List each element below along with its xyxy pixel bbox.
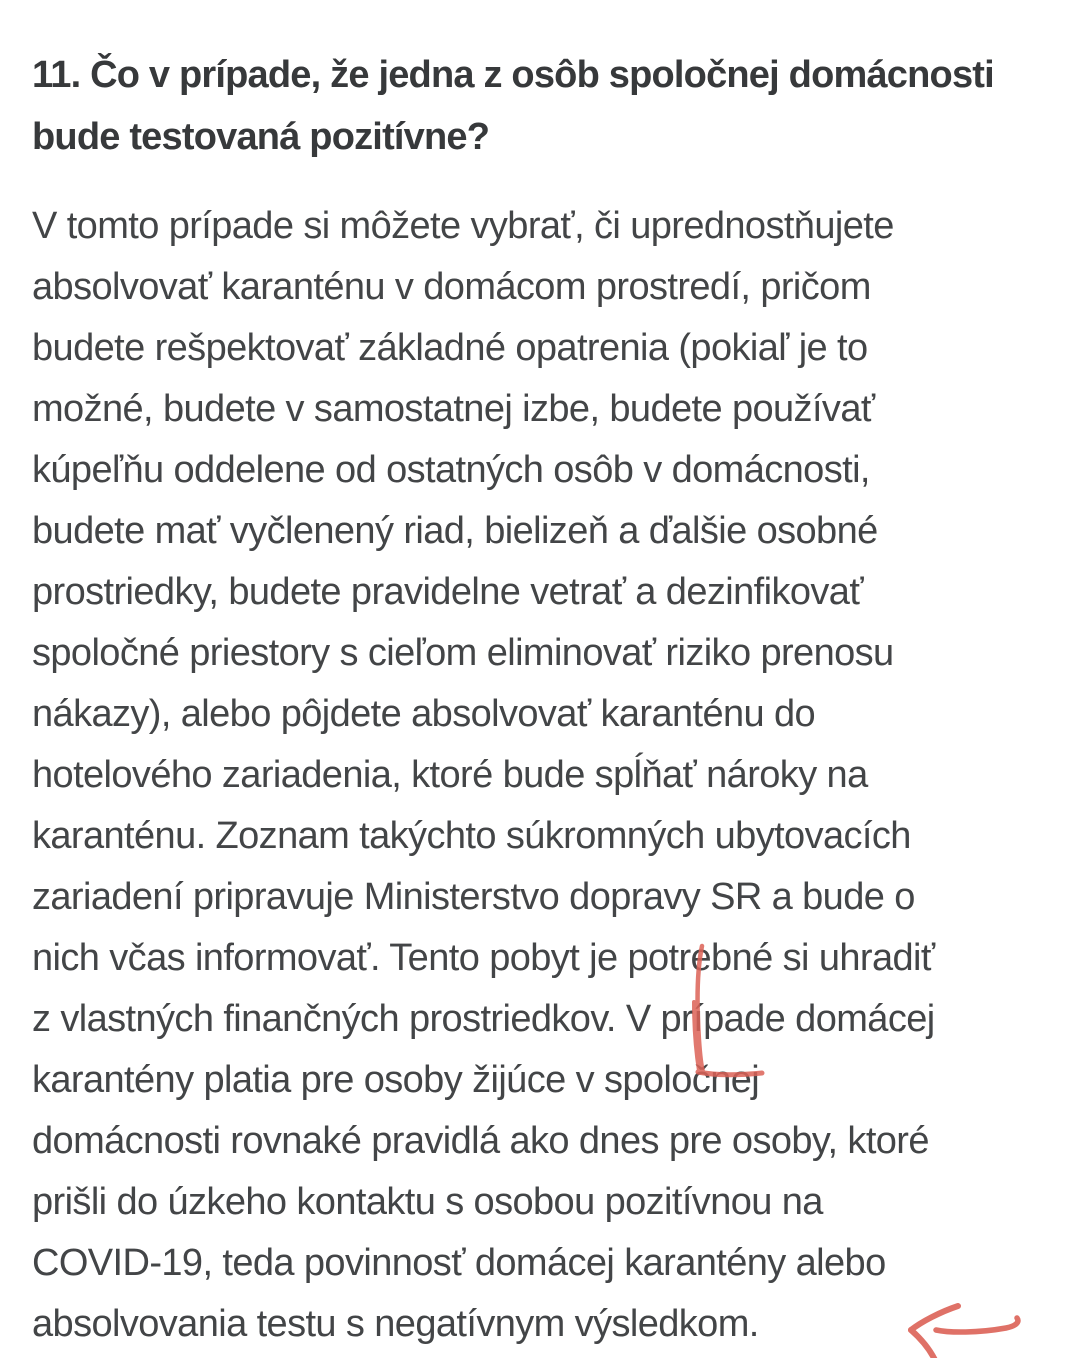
paragraph-line: kúpeľňu oddelene od ostatných osôb v domácnosti, [32, 449, 870, 491]
paragraph-line: zariadení pripravuje Ministerstvo dopravy SR a bude o [32, 876, 915, 918]
paragraph-line: COVID-19, teda povinnosť domácej karantény alebo [32, 1242, 886, 1284]
paragraph-line: nich včas informovať. Tento pobyt je potrebné si uhradiť [32, 937, 935, 979]
answer-paragraph [32, 196, 1062, 1355]
question-heading [32, 44, 1062, 168]
paragraph-line: budete rešpektovať základné opatrenia (pokiaľ je to [32, 327, 868, 369]
paragraph-line: domácnosti rovnaké pravidlá ako dnes pre osoby, ktoré [32, 1120, 929, 1162]
paragraph-line: hotelového zariadenia, ktoré bude spĺňať nároky na [32, 754, 868, 796]
paragraph-line: absolvovať karanténu v domácom prostredí, pričom [32, 266, 871, 308]
paragraph-line: prišli do úzkeho kontaktu s osobou pozitívnou na [32, 1181, 823, 1223]
paragraph-line: absolvovania testu s negatívnym výsledkom. [32, 1303, 759, 1345]
paragraph-line: nákazy), alebo pôjdete absolvovať karanténu do [32, 693, 816, 735]
paragraph-line: V tomto prípade si môžete vybrať, či uprednostňujete [32, 205, 894, 247]
question-heading-line-2: bude testovaná pozitívne? [32, 116, 490, 158]
paragraph-line: spoločné priestory s cieľom eliminovať riziko prenosu [32, 632, 894, 674]
paragraph-line: prostriedky, budete pravidelne vetrať a dezinfikovať [32, 571, 863, 613]
paragraph-line: možné, budete v samostatnej izbe, budete používať [32, 388, 875, 430]
document-content [32, 44, 1062, 1355]
question-heading-line-1: 11. Čo v prípade, že jedna z osôb spoločnej domácnosti [32, 54, 994, 96]
paragraph-line: karanténu. Zoznam takýchto súkromných ubytovacích [32, 815, 911, 857]
paragraph-line: karantény platia pre osoby žijúce v spoločnej [32, 1059, 760, 1101]
paragraph-line: z vlastných finančných prostriedkov. V prípade domácej [32, 998, 935, 1040]
paragraph-line: budete mať vyčlenený riad, bielizeň a ďalšie osobné [32, 510, 878, 552]
